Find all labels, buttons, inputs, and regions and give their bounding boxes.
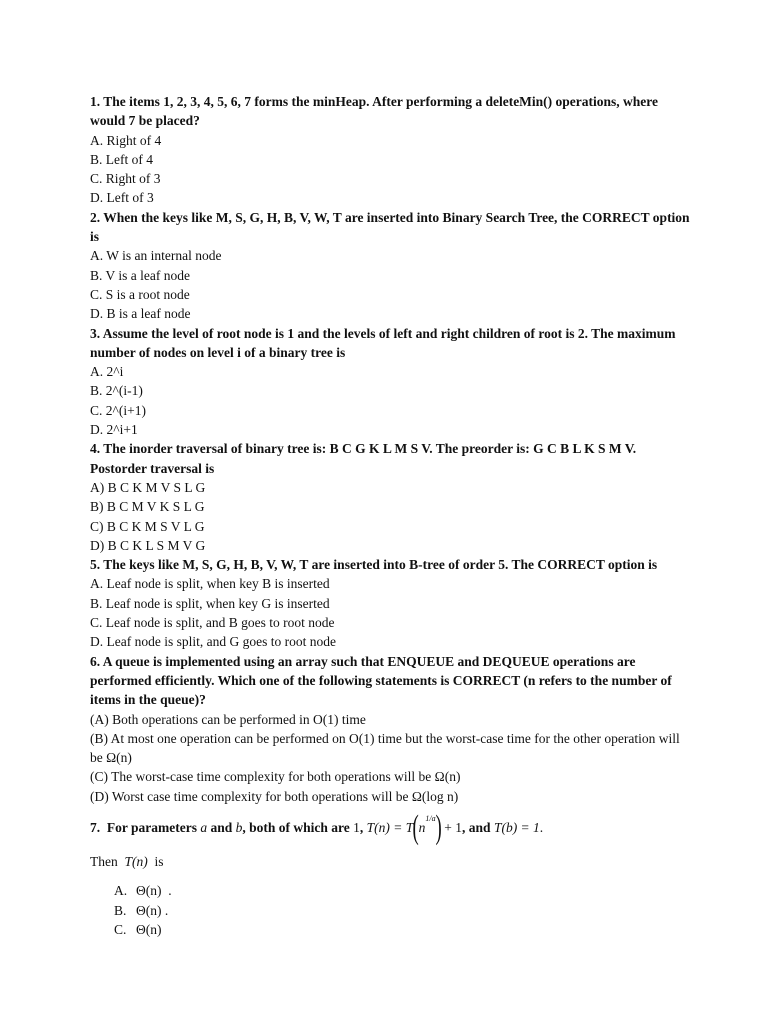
question-4 — [90, 439, 690, 555]
q7-param-b: b — [235, 820, 243, 836]
q7-exponent: 1/a — [425, 814, 436, 824]
option: B. Leaf node is split, when key G is inserted — [90, 595, 330, 611]
option — [114, 901, 690, 920]
option: B. V is a leaf node — [90, 267, 190, 283]
option: B. Left of 4 — [90, 151, 153, 167]
question-text: 6. A queue is implemented using an array such that ENQUEUE and DEQUEUE operations are performed efficiently. Which one of the following statements is CORRECT (n refers to the number of items in the queue)? — [90, 653, 672, 708]
option: A. 2^i — [90, 364, 124, 380]
option: A. W is an internal node — [90, 248, 222, 264]
question-6 — [90, 652, 690, 806]
question-2 — [90, 208, 690, 324]
then-expr: T(n) — [124, 853, 148, 869]
option: C. S is a root node — [90, 286, 190, 302]
option: (A) Both operations can be performed in O(1) time — [90, 711, 366, 727]
question-1 — [90, 92, 690, 208]
option: C. Right of 3 — [90, 171, 161, 187]
option: D. Left of 3 — [90, 190, 154, 206]
q7-one: 1 — [353, 820, 360, 836]
q7-and2: , and — [462, 820, 494, 836]
then-label: Then — [90, 853, 122, 869]
option: A. Right of 4 — [90, 132, 162, 148]
option: D. B is a leaf node — [90, 306, 191, 322]
option-value: Θ(n) . — [136, 902, 169, 918]
option: D. 2^i+1 — [90, 422, 138, 438]
question-text: 4. The inorder traversal of binary tree is: B C G K L M S V. The preorder is: G C B L K S M V. Postorder traversal is — [90, 441, 637, 476]
question-list — [90, 92, 690, 939]
q7-prefix: 7. For parameters — [90, 820, 201, 836]
q7-tb: T(b) = 1 — [493, 820, 540, 836]
q7-plus: + 1 — [440, 820, 463, 836]
option: D) B C K L S M V G — [90, 537, 206, 553]
option: (B) At most one operation can be performed on O(1) time but the worst-case time for the other operation will be Ω(n) — [90, 730, 680, 766]
question-5 — [90, 555, 690, 651]
q7-lhs: T(n) = T — [366, 820, 414, 836]
question-text: 3. Assume the level of root node is 1 and the levels of left and right children of root is 2. The maximum number of nodes on level i of a binary tree is — [90, 325, 676, 360]
right-paren: ) — [435, 808, 442, 846]
option-value: Θ(n) . — [136, 883, 172, 899]
q7-options — [90, 881, 690, 939]
q7-param-a: a — [200, 820, 208, 836]
option: (C) The worst-case time complexity for both operations will be Ω(n) — [90, 769, 461, 785]
q7-then — [90, 852, 690, 871]
question-7 — [90, 808, 690, 939]
option: (D) Worst case time complexity for both operations will be Ω(log n) — [90, 788, 459, 804]
q7-end: . — [539, 820, 544, 836]
option-label: C. — [114, 921, 127, 937]
q7-n: n — [418, 820, 426, 836]
option: C) B C K M S V L G — [90, 518, 205, 534]
question-text: 5. The keys like M, S, G, H, B, V, W, T are inserted into B-tree of order 5. The CORRECT option is — [90, 557, 658, 573]
option: A. Leaf node is split, when key B is inserted — [90, 576, 330, 592]
option — [114, 920, 690, 939]
q7-comma: , — [359, 820, 367, 836]
option: B. 2^(i-1) — [90, 383, 143, 399]
question-3 — [90, 324, 690, 440]
option: D. Leaf node is split, and G goes to root node — [90, 634, 336, 650]
left-paren: ( — [412, 808, 420, 846]
option — [114, 881, 690, 900]
q7-mid: , both of which are — [242, 820, 354, 836]
option: A) B C K M V S L G — [90, 479, 206, 495]
option: C. 2^(i+1) — [90, 402, 146, 418]
option-label: A. — [114, 883, 128, 899]
option: B) B C M V K S L G — [90, 499, 205, 515]
option-label: B. — [114, 902, 127, 918]
question-text: 2. When the keys like M, S, G, H, B, V, W, T are inserted into Binary Search Tree, the CORRECT option is — [90, 209, 690, 245]
option-value: Θ(n) — [136, 921, 162, 937]
option: C. Leaf node is split, and B goes to root node — [90, 615, 335, 631]
q7-and: and — [207, 820, 236, 836]
then-tail: is — [151, 853, 164, 869]
question-text: 1. The items 1, 2, 3, 4, 5, 6, 7 forms the minHeap. After performing a deleteMin() operations, where would 7 be placed? — [90, 94, 659, 129]
question-text — [90, 808, 690, 848]
